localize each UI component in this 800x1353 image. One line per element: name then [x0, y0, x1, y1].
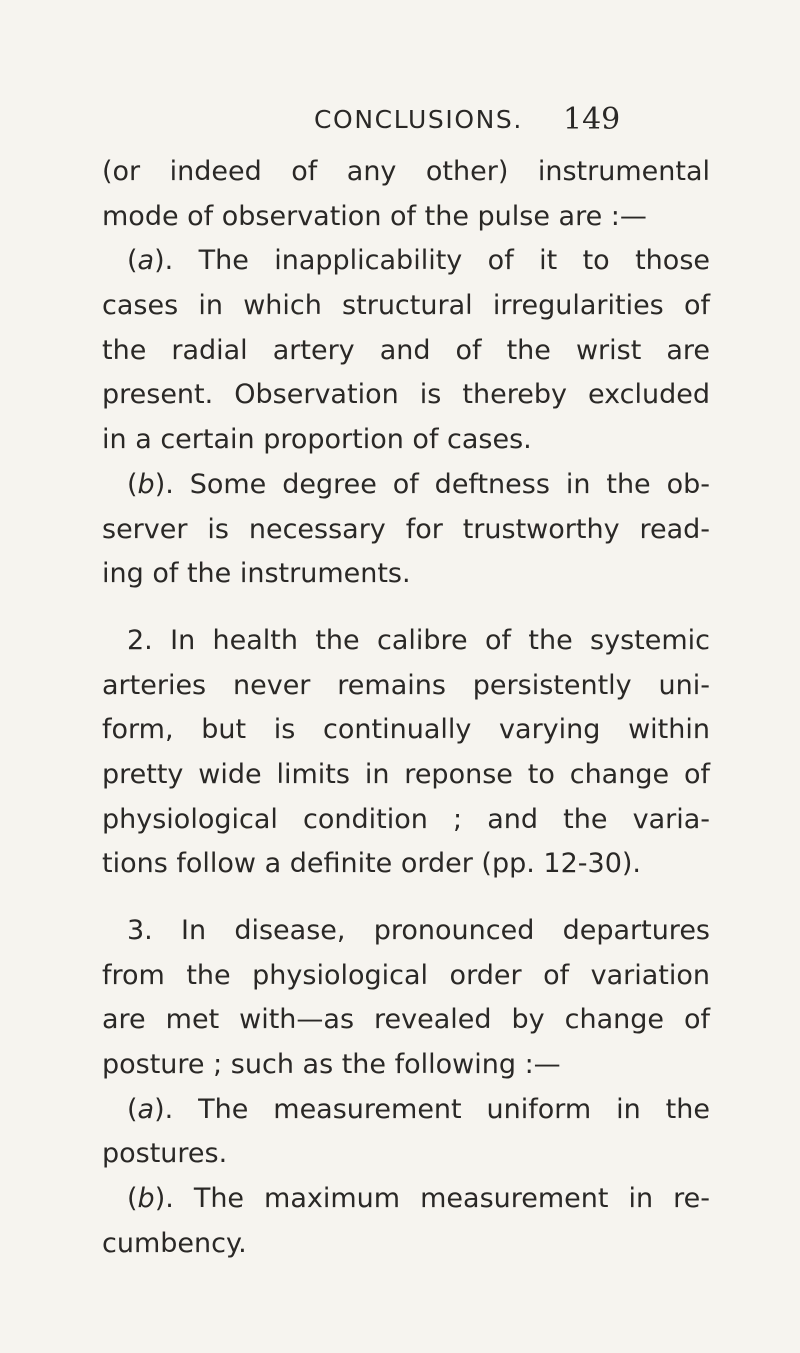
- paragraph-gap: [102, 597, 710, 619]
- text-line: tions follow a definite order (pp. 12-30).: [102, 848, 641, 880]
- list-item-b-deftness: [102, 463, 710, 597]
- list-item-a-inapplicability: [102, 239, 710, 462]
- text-line: (a). The inapplicability of it to those: [127, 245, 710, 277]
- text-line: the radial artery and of the wrist are: [102, 334, 710, 366]
- page-header: [0, 102, 800, 138]
- text-line: postures.: [102, 1138, 228, 1170]
- list-item-a-uniform: [102, 1088, 710, 1177]
- text-line: are met with—as revealed by change of: [102, 1004, 710, 1036]
- text-line: pretty wide limits in reponse to change of: [102, 758, 710, 790]
- text-line: arteries never remains persistently uni-: [102, 669, 710, 701]
- list-item-b-maximum: [102, 1177, 710, 1266]
- paragraph-gap: [102, 887, 710, 909]
- text-line: 2. In health the calibre of the systemic: [127, 624, 710, 656]
- text-line: form, but is continually varying within: [102, 714, 710, 746]
- text-line: physiological condition ; and the varia-: [102, 803, 710, 835]
- text-line: (a). The measurement uniform in the: [127, 1093, 710, 1125]
- paragraph-3-disease: [102, 909, 710, 1088]
- item-marker: a: [137, 245, 155, 277]
- text-line: posture ; such as the following :—: [102, 1049, 561, 1081]
- text-line: (or indeed of any other) instrumental: [102, 156, 710, 187]
- item-marker: a: [137, 1093, 155, 1125]
- running-head: CONCLUSIONS.: [314, 105, 523, 134]
- text-line: cases in which structural irregularities of: [102, 290, 710, 322]
- text-line: in a certain proportion of cases.: [102, 424, 532, 456]
- text-line: mode of observation of the pulse are :—: [102, 200, 647, 232]
- paragraph-intro: [102, 150, 710, 239]
- text-line: (b). Some degree of deftness in the ob-: [127, 468, 710, 500]
- page-body: [102, 150, 710, 1267]
- text-line: server is necessary for trustworthy read-: [102, 513, 710, 545]
- item-marker: b: [137, 468, 155, 500]
- page-number: 149: [563, 102, 621, 137]
- item-marker: b: [137, 1183, 155, 1215]
- text-line: (b). The maximum measurement in re-: [127, 1183, 710, 1215]
- text-line: present. Observation is thereby excluded: [102, 379, 710, 411]
- text-line: from the physiological order of variation: [102, 959, 710, 991]
- text-line: cumbency.: [102, 1227, 247, 1259]
- text-line: 3. In disease, pronounced departures: [127, 915, 710, 946]
- text-line: ing of the instruments.: [102, 558, 411, 590]
- paragraph-2-health: [102, 619, 710, 887]
